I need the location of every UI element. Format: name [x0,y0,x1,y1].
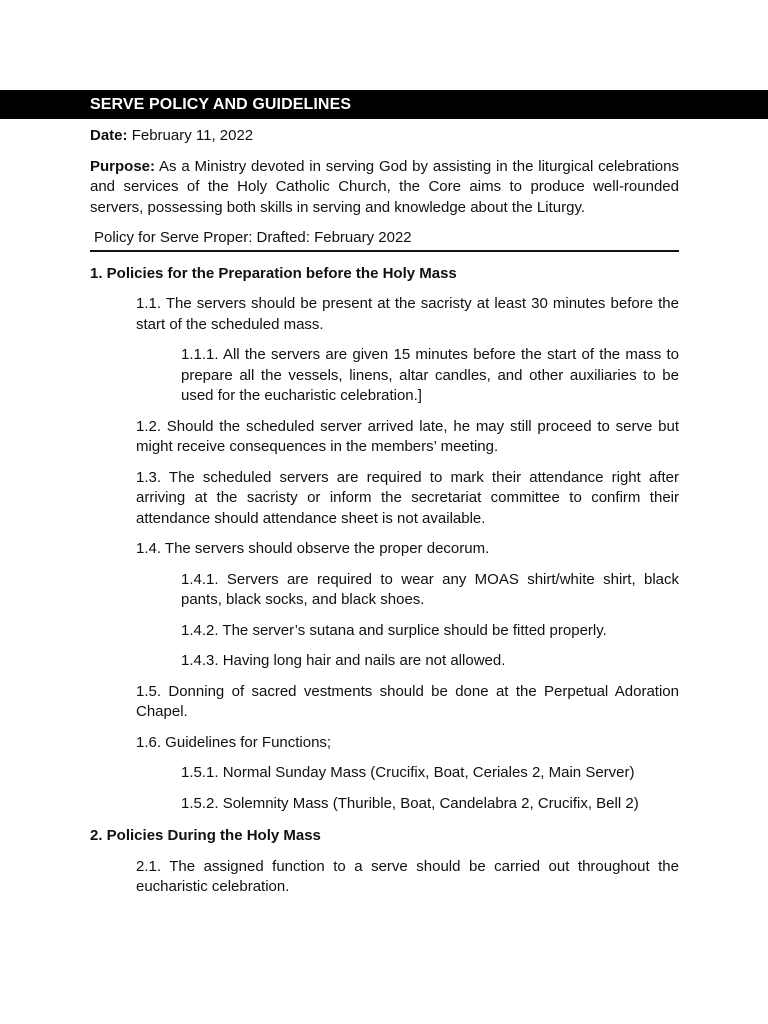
title-bar [0,90,768,119]
policy-item-1-3: 1.3. The scheduled servers are required to mark their attendance right after arriving at the sacristy or inform the secretariat committee to confirm their attendance should attendance sheet is not available. [136,468,679,527]
policy-item-1-6: 1.6. Guidelines for Functions; [136,733,332,751]
purpose-label: Purpose: [90,157,156,175]
policy-item-1-4-1: 1.4.1. Servers are required to wear any MOAS shirt/white shirt, black pants, black socks, and black shoes. [181,570,679,608]
section-heading: 2. Policies During the Holy Mass [90,827,321,844]
document-title: SERVE POLICY AND GUIDELINES [90,96,352,113]
policy-item-1-1-1: 1.1.1. All the servers are given 15 minutes before the start of the mass to prepare all the vessels, linens, altar candles, and other auxiliaries to be used for the eucharistic celebration.] [181,346,679,404]
function-item-solemnity: 1.5.2. Solemnity Mass (Thurible, Boat, Candelabra 2, Crucifix, Bell 2) [181,794,639,812]
date-value: February 11, 2022 [131,127,254,144]
purpose-text: As a Ministry devoted in serving God by assisting in the liturgical celebrations and services of the Holy Catholic Church, the Core aims to produce well-rounded servers, possessing both skills in serving and knowledge about the Liturgy. [90,157,679,216]
policy-item-1-2: 1.2. Should the scheduled server arrived late, he may still proceed to serve but might receive consequences in the members’ meeting. [136,417,679,455]
section-heading: 1. Policies for the Preparation before the Holy Mass [90,264,457,282]
policy-item-1-5: 1.5. Donning of sacred vestments should be done at the Perpetual Adoration Chapel. [136,682,679,720]
policy-item-1-4: 1.4. The servers should observe the proper decorum. [136,540,490,557]
policy-item-1-1: 1.1. The servers should be present at the sacristy at least 30 minutes before the start of the scheduled mass. [136,295,679,333]
date-line [90,126,679,147]
function-item-normal-sunday: 1.5.1. Normal Sunday Mass (Crucifix, Boat, Ceriales 2, Main Server) [181,764,635,781]
policy-item-2-1: 2.1. The assigned function to a serve should be carried out throughout the eucharistic celebration. [136,857,679,895]
date-label: Date: [90,127,128,144]
policy-item-1-4-2: 1.4.2. The server’s sutana and surplice should be fitted properly. [181,621,607,639]
purpose-paragraph [90,157,679,219]
policy-item-1-4-3: 1.4.3. Having long hair and nails are not allowed. [181,652,506,669]
policy-draft-line: Policy for Serve Proper: Drafted: February 2022 [90,228,679,252]
document-body [90,126,679,908]
